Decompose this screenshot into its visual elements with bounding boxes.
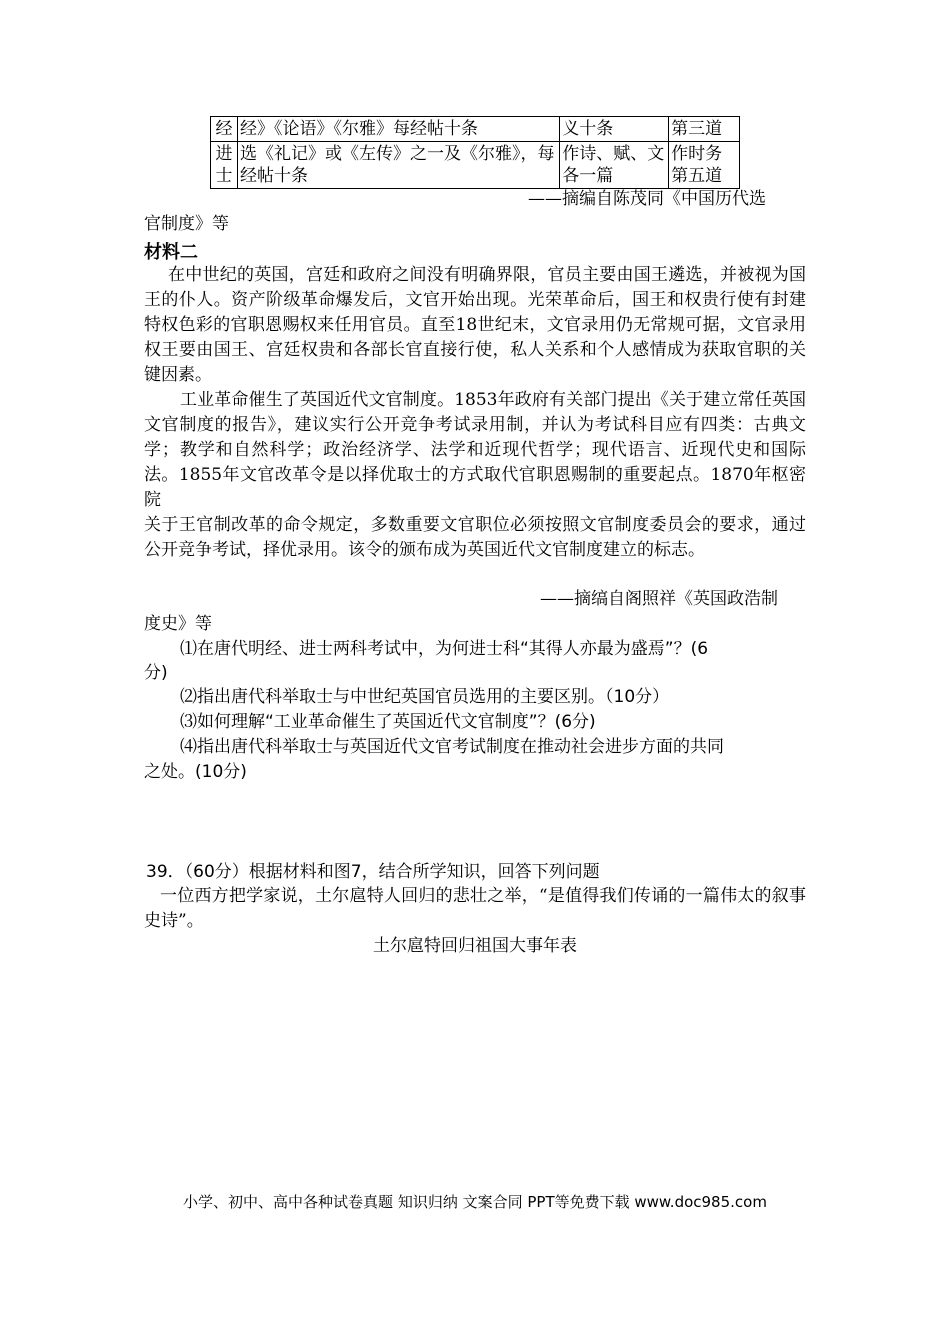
paragraph: 在中世纪的英国，宫廷和政府之间没有明确界限，官员主要由国王遴选，并被视为国王的仆人。资产阶级革命爆发后，文官开始出现。光荣革命后，国王和权贵行使有封建特权色彩的官职恩赐权来任用官员。直至18世纪末，文官录用仍无常规可据，文官录用权王要由国王、宫廷权贵和各部长官直接行使，私人关系和个人感情成为获取官职的关键因素。 bbox=[144, 265, 806, 385]
question-39-title: 39．（60分）根据材料和图7，结合所学知识，回答下列问题 bbox=[146, 862, 600, 882]
paragraph: 工业革命催生了英国近代文官制度。1853年政府有关部门提出《关于建立常任英国文官制度的报告》，建议实行公开竞争考试录用制，并认为考试科目应有四类：古典文学；教学和自然科学；政治经济学、法学和近现代哲学；现代语言、近现代史和国际法。1855年文官改革令是以择优取士的方式取代官职恩赐制的重要起点。1870年枢密院 bbox=[144, 390, 806, 510]
exam-subject-table bbox=[210, 116, 740, 189]
question-1-cont: 分) bbox=[144, 663, 168, 683]
material-heading: 材料二 bbox=[144, 242, 198, 263]
table-cell: 第三道 bbox=[669, 117, 740, 142]
source-citation: 度史》等 bbox=[144, 614, 212, 634]
table-cell: 选《礼记》或《左传》之一及《尔雅》，每经帖十条 bbox=[237, 142, 559, 189]
table-cell: 义十条 bbox=[560, 117, 669, 142]
question-3: ⑶如何理解“工业革命催生了英国近代文官制度”？(6分) bbox=[180, 712, 596, 732]
table-cell: 作诗、赋、文各一篇 bbox=[560, 142, 669, 189]
source-citation: ——摘缟自阁照祥《英国政浩制 bbox=[540, 589, 778, 609]
question-2: ⑵指出唐代科举取士与中世纪英国官员选用的主要区别。（10分） bbox=[180, 687, 670, 707]
table-cell: 经 bbox=[211, 117, 238, 142]
source-citation: 官制度》等 bbox=[144, 214, 229, 234]
question-1: ⑴在唐代明经、进士两科考试中，为何进士科“其得人亦最为盛焉”？(6 bbox=[180, 639, 709, 659]
question-4: ⑷指出唐代科举取士与英国近代文官考试制度在推动社会进步方面的共同 bbox=[180, 737, 724, 757]
table-cell: 进士 bbox=[211, 142, 238, 189]
paragraph: 关于王官制改革的命令规定，多数重要文官职位必须按照文官制度委员会的要求，通过公开竞争考试，择优录用。该令的颁布成为英国近代文官制度建立的标志。 bbox=[144, 515, 806, 560]
question-4-cont: 之处。(10分) bbox=[144, 762, 247, 782]
table-cell: 作时务第五道 bbox=[669, 142, 740, 189]
paragraph: 一位西方把学家说，土尔扈特人回归的悲壮之举，“是值得我们传诵的一篇伟太的叙事史诗”。 bbox=[144, 886, 806, 931]
source-citation: ——摘编自陈茂同《中国历代选 bbox=[528, 189, 766, 209]
footer-text: 小学、初中、高中各种试卷真题 知识归纳 文案合同 PPT等免费下载 www.doc985.com bbox=[183, 1193, 767, 1211]
table-row bbox=[211, 117, 740, 142]
table-row bbox=[211, 142, 740, 189]
table-cell: 经》《论语》《尔雅》每经帖十条 bbox=[237, 117, 559, 142]
timeline-title: 土尔扈特回归祖国大事年表 bbox=[373, 936, 577, 956]
